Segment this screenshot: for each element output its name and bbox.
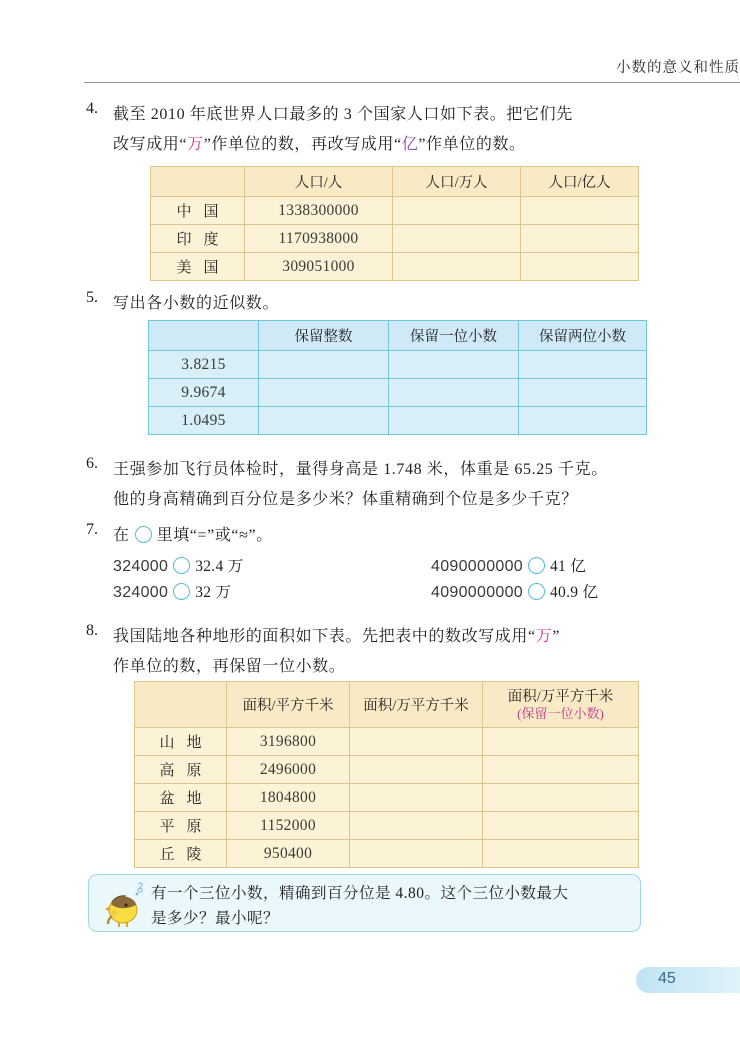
p7-r1-right-unit: 41 亿 [549,558,587,575]
population-row-0-col4[interactable] [521,197,639,225]
problem-6 [86,455,686,515]
population-row-0-value: 1338300000 [245,197,393,225]
hint-text [151,881,633,931]
highlight-wan: 万 [535,628,553,645]
problem-6-text [113,455,686,515]
terrain-row-4-name: 丘陵 [135,840,227,868]
population-th-1: 人口/人 [245,167,393,197]
terrain-row-1-col3[interactable] [350,756,483,784]
p7-r1-left-number: 324000 [113,558,169,575]
terrain-row-4-col4[interactable] [483,840,639,868]
problem-7-number: 7. [86,521,98,538]
problem-4 [86,100,686,160]
population-row-1-name: 印度 [151,225,245,253]
population-row-1-value: 1170938000 [245,225,393,253]
population-th-2: 人口/万人 [393,167,521,197]
hint-line-2: 是多少？最小呢？ [151,910,280,927]
terrain-row-4-value: 950400 [227,840,350,868]
terrain-row-3-name: 平原 [135,812,227,840]
terrain-row-0-value: 3196800 [227,728,350,756]
terrain-row-3-col3[interactable] [350,812,483,840]
problem-7-row-2-right [431,580,598,602]
rounding-table [148,320,647,435]
population-row-2-col4[interactable] [521,253,639,281]
population-row-0-name: 中国 [151,197,245,225]
terrain-row-3-value: 1152000 [227,812,350,840]
terrain-row-0-col3[interactable] [350,728,483,756]
rounding-row-0-col4[interactable] [519,351,647,379]
problem-8-text [113,622,686,682]
p7-r1-right-number: 4090000000 [431,558,523,575]
terrain-th-0 [135,682,227,728]
population-row-2-col3[interactable] [393,253,521,281]
running-head-rule [84,82,740,83]
page-number-badge [636,967,740,993]
population-th-3: 人口/亿人 [521,167,639,197]
p7-r2-left-number: 324000 [113,584,169,601]
terrain-row-0-name: 山地 [135,728,227,756]
fill-circle-icon[interactable] [173,583,190,600]
rounding-th-1: 保留整数 [259,321,389,351]
table-row [151,225,639,253]
problem-4-line-1: 截至 2010 年底世界人口最多的 3 个国家人口如下表。把它们先 [113,106,573,123]
problem-5-text [113,289,686,319]
hint-line-1: 有一个三位小数，精确到百分位是 4.80。这个三位小数最大 [151,885,569,902]
chick-icon [99,880,149,930]
p7-r2-right-unit: 40.9 亿 [549,584,599,601]
table-row [149,351,647,379]
population-row-1-col3[interactable] [393,225,521,253]
rounding-row-1-name: 9.9674 [149,379,259,407]
problem-5-number: 5. [86,289,98,306]
svg-text:?: ? [138,881,144,891]
table-row [135,840,639,868]
terrain-th-1: 面积/平方千米 [227,682,350,728]
population-row-2-value: 309051000 [245,253,393,281]
rounding-row-0-col2[interactable] [259,351,389,379]
terrain-row-2-value: 1804800 [227,784,350,812]
problem-8-line-2: 作单位的数，再保留一位小数。 [113,658,346,675]
problem-7-row-2-left [113,580,231,602]
population-table-header-row [151,167,639,197]
rounding-row-0-col3[interactable] [389,351,519,379]
fill-circle-icon[interactable] [528,583,545,600]
population-row-1-col4[interactable] [521,225,639,253]
problem-4-number: 4. [86,100,98,117]
page-number: 45 [658,970,676,987]
rounding-th-3: 保留两位小数 [519,321,647,351]
problem-7 [86,521,686,551]
fill-circle-icon[interactable] [528,557,545,574]
fill-circle-icon[interactable] [135,526,152,543]
rounding-row-0-name: 3.8215 [149,351,259,379]
terrain-row-3-col4[interactable] [483,812,639,840]
table-row [135,812,639,840]
fill-circle-icon[interactable] [173,557,190,574]
highlight-yi: 亿 [401,136,419,153]
problem-4-text [113,100,686,160]
p7-r2-left-unit: 32 万 [195,584,232,601]
rounding-th-2: 保留一位小数 [389,321,519,351]
terrain-row-0-col4[interactable] [483,728,639,756]
rounding-row-1-col3[interactable] [389,379,519,407]
problem-8-number: 8. [86,622,98,639]
rounding-row-2-name: 1.0495 [149,407,259,435]
rounding-row-1-col4[interactable] [519,379,647,407]
problem-7-line-1: 在 里填“=”或“≈”。 [113,527,273,544]
table-row [151,197,639,225]
terrain-th-3-main: 面积/万平方千米 [507,688,614,705]
running-head [84,56,740,80]
problem-4-line-2: 改写成用“万”作单位的数，再改写成用“亿”作单位的数。 [113,136,526,153]
rounding-row-2-col3[interactable] [389,407,519,435]
population-row-0-col3[interactable] [393,197,521,225]
population-table [150,166,639,281]
terrain-table-header-row [135,682,639,728]
problem-5-line-1: 写出各小数的近似数。 [113,295,280,312]
rounding-row-2-col2[interactable] [259,407,389,435]
terrain-th-3-sub: (保留一位小数) [517,705,604,721]
terrain-row-2-name: 盆地 [135,784,227,812]
problem-5 [86,289,686,319]
problem-7-text [113,521,686,551]
problem-8-line-1: 我国陆地各种地形的面积如下表。先把表中的数改写成用“万” [113,628,561,645]
table-row [149,407,647,435]
problem-8 [86,622,686,682]
population-row-2-name: 美国 [151,253,245,281]
running-head-title: 小数的意义和性质 [616,60,740,76]
rounding-row-2-col4[interactable] [519,407,647,435]
table-row [135,756,639,784]
table-row [135,784,639,812]
problem-6-number: 6. [86,455,98,472]
terrain-th-3 [483,682,639,728]
population-th-0 [151,167,245,197]
table-row [151,253,639,281]
problem-6-line-1: 王强参加飞行员体检时，量得身高是 1.748 米，体重是 65.25 千克。 [113,461,608,478]
rounding-table-header-row [149,321,647,351]
terrain-row-4-col3[interactable] [350,840,483,868]
problem-7-row-1-right [431,554,586,576]
problem-7-row-1-left [113,554,244,576]
rounding-th-0 [149,321,259,351]
p7-r1-left-unit: 32.4 万 [195,558,244,575]
p7-r2-right-number: 4090000000 [431,584,523,601]
terrain-row-2-col3[interactable] [350,784,483,812]
terrain-row-1-col4[interactable] [483,756,639,784]
terrain-row-1-value: 2496000 [227,756,350,784]
terrain-row-1-name: 高原 [135,756,227,784]
hint-box [88,874,641,932]
terrain-row-2-col4[interactable] [483,784,639,812]
terrain-table [134,681,639,868]
terrain-th-2: 面积/万平方千米 [350,682,483,728]
table-row [149,379,647,407]
problem-6-line-2: 他的身高精确到百分位是多少米？体重精确到个位是多少千克？ [113,491,578,508]
table-row [135,728,639,756]
highlight-wan: 万 [187,136,204,153]
rounding-row-1-col2[interactable] [259,379,389,407]
